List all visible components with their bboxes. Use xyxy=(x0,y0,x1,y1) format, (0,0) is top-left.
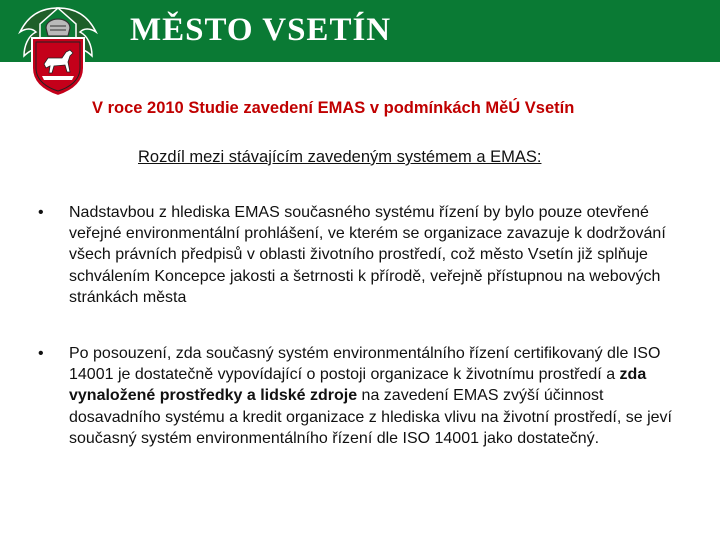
bullet-text-part: na zavedení EMAS zvýší účinnost dosavadního systému a kredit organizace z hlediska vlivu na životní prostředí, se jeví současný systém environmentálního řízení dle ISO 14001 jako dostatečný. xyxy=(69,387,672,447)
town-name: MĚSTO VSETÍN xyxy=(130,12,392,48)
bullet-text xyxy=(69,343,681,449)
slide-subtitle: Rozdíl mezi stávajícím zavedeným systémem a EMAS: xyxy=(138,148,542,166)
bullet-text-part: Po posouzení, zda současný systém environmentálního řízení certifikovaný dle ISO 14001 je dostatečně vypovídající o postoji organizace k životnímu prostředí a xyxy=(69,345,661,384)
bullet-text-emphasis: zda vynaložené prostředky a lidské zdroje xyxy=(69,366,647,405)
bullet-marker: • xyxy=(38,204,44,221)
slide-title: V roce 2010 Studie zavedení EMAS v podmínkách MěÚ Vsetín xyxy=(92,99,575,117)
bullet-marker: • xyxy=(38,345,44,362)
city-coat-of-arms-icon xyxy=(10,2,106,98)
bullet-text: Nadstavbou z hlediska EMAS současného systému řízení by bylo pouze otevřené veřejné environmentální prohlášení, ve kterém se organizace zavazuje k dodržování všech právních předpisů v oblasti životního prostředí, což město Vsetín již splňuje schválením Koncepce jakosti a šetrnosti k přírodě, veřejně přístupnou na webových stránkách města xyxy=(69,204,666,306)
header-bar xyxy=(0,0,720,62)
